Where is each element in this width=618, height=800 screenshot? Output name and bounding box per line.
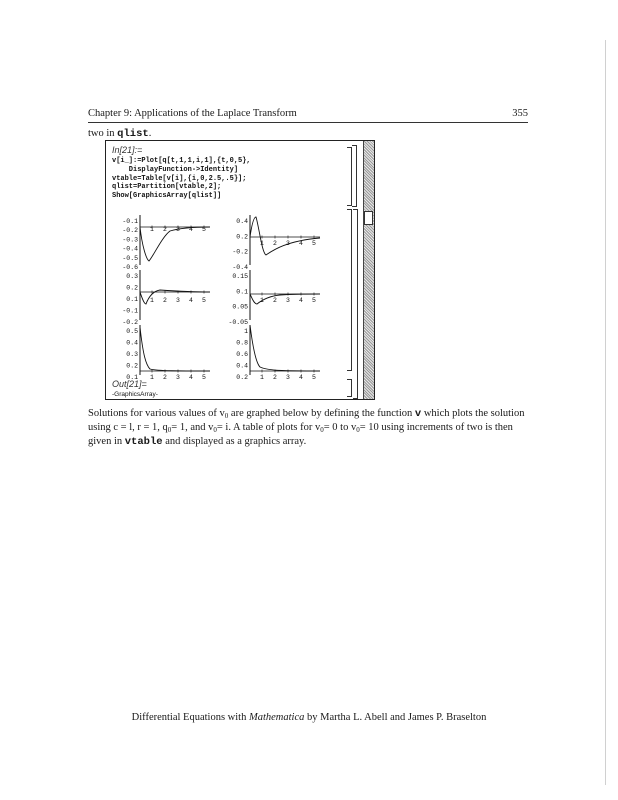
para-sub: 0 — [224, 412, 229, 420]
code-line: qlist=Partition[vtable,2]; — [112, 183, 222, 192]
code-line: vtable=Table[v[i],{i,0,2.5,.5}]; — [112, 174, 247, 183]
y-tick-label: 0.4 — [126, 339, 138, 347]
notebook-scrollbar[interactable] — [363, 141, 374, 399]
x-tick-label: 4 — [299, 374, 303, 381]
graphics-array-svg — [106, 211, 346, 381]
cell-bracket-group-output[interactable] — [353, 209, 358, 399]
y-tick-label: 0.1 — [126, 296, 138, 303]
para-text: = 10 using increments of two is then given in — [88, 422, 513, 447]
solution-curve — [250, 325, 320, 371]
output-label: Out[21]= — [112, 379, 147, 389]
code-line: DisplayFunction->Identity] — [112, 165, 239, 174]
y-tick-label: -0.6 — [122, 264, 138, 271]
cell-bracket-output[interactable] — [347, 379, 352, 397]
y-tick-label: 0.3 — [126, 273, 138, 280]
x-tick-label: 3 — [286, 240, 290, 247]
para-sub: 0 — [356, 426, 360, 434]
y-tick-label: 0.8 — [236, 339, 248, 347]
footer-italic: Mathematica — [248, 712, 305, 723]
y-tick-label: 0.4 — [236, 362, 248, 370]
x-tick-label: 1 — [260, 297, 264, 304]
para-text: which plots the solution using c = l, r = 1, q — [88, 408, 525, 433]
para-sub: 0 — [213, 426, 217, 434]
x-tick-label: 2 — [163, 297, 167, 304]
y-tick-label: -0.05 — [228, 319, 248, 326]
y-tick-label: 0.3 — [126, 351, 138, 358]
input-label: In[21]:= — [112, 145, 143, 155]
x-tick-label: 2 — [163, 226, 167, 233]
x-tick-label: 1 — [260, 240, 264, 247]
para-text: = 1, and v — [171, 422, 214, 433]
y-tick-label: -0.5 — [122, 254, 138, 262]
y-tick-label: 0.2 — [126, 362, 138, 370]
x-tick-label: 3 — [286, 374, 290, 381]
x-tick-label: 4 — [189, 374, 193, 381]
x-tick-label: 2 — [273, 374, 277, 381]
scrollbar-thumb[interactable] — [364, 211, 373, 225]
y-tick-label: 0.6 — [236, 351, 248, 358]
para-sub: 0 — [167, 426, 172, 434]
cell-bracket-group-input[interactable] — [352, 145, 357, 207]
para-code: v — [414, 408, 422, 420]
x-tick-label: 3 — [286, 297, 290, 304]
intro-line — [88, 128, 151, 140]
y-tick-label: 0.2 — [126, 284, 138, 292]
x-tick-label: 5 — [202, 226, 206, 233]
x-tick-label: 5 — [312, 240, 316, 247]
page-footer — [0, 712, 618, 723]
x-tick-label: 3 — [176, 297, 180, 304]
x-tick-label: 5 — [312, 374, 316, 381]
y-tick-label: 0.2 — [236, 233, 248, 241]
y-tick-label: -0.2 — [232, 248, 248, 256]
x-tick-label: 2 — [273, 240, 277, 247]
y-tick-label: 0.1 — [236, 288, 248, 296]
y-tick-label: -0.4 — [122, 245, 138, 253]
input-code[interactable] — [112, 157, 251, 201]
x-tick-label: 1 — [150, 297, 154, 304]
graphics-array — [106, 211, 346, 381]
y-tick-label: -0.2 — [122, 319, 138, 326]
code-line: v[i_]:=Plot[q[t,1,1,i,1],{t,0,5}, — [112, 157, 251, 165]
x-tick-label: 3 — [176, 226, 180, 233]
y-tick-label: 0.1 — [126, 374, 138, 381]
y-tick-label: -0.1 — [122, 218, 138, 225]
y-tick-label: -0.2 — [122, 227, 138, 235]
y-tick-label: 0.5 — [126, 328, 138, 335]
x-tick-label: 4 — [299, 240, 303, 247]
para-text: Solutions for various values of v — [88, 408, 225, 419]
x-tick-label: 2 — [163, 374, 167, 381]
para-text: = 0 to v — [323, 422, 357, 433]
output-text: -GraphicsArray- — [112, 391, 158, 398]
para-text: = i. A table of plots for v — [216, 422, 321, 433]
footer-text: by Martha L. Abell and James P. Braselton — [304, 712, 487, 723]
y-tick-label: -0.4 — [232, 264, 248, 271]
para-code: vtable — [124, 436, 163, 448]
intro-end: . — [148, 128, 152, 139]
intro-text: two in — [88, 128, 118, 139]
header-rule — [88, 122, 528, 123]
x-tick-label: 4 — [189, 297, 193, 304]
code-line: Show[GraphicsArray[qlist]] — [112, 192, 222, 201]
x-tick-label: 4 — [299, 297, 303, 304]
footer-text: Differential Equations with — [131, 712, 249, 723]
notebook-window — [105, 140, 375, 400]
x-tick-label: 5 — [202, 374, 206, 381]
para-text: are graphed below by defining the function — [228, 408, 415, 419]
y-tick-label: -0.3 — [122, 236, 138, 244]
x-tick-label: 1 — [150, 226, 154, 233]
y-tick-label: 1 — [244, 328, 248, 335]
para-text: and displayed as a graphics array. — [162, 436, 307, 447]
body-paragraph — [88, 408, 528, 448]
y-tick-label: 0.2 — [236, 374, 248, 381]
para-sub: 0 — [320, 426, 324, 434]
x-tick-label: 3 — [176, 374, 180, 381]
chapter-title: Chapter 9: Applications of the Laplace Transform — [88, 108, 297, 119]
y-tick-label: 0.15 — [232, 273, 248, 280]
intro-code: qlist — [117, 128, 149, 140]
solution-curve — [140, 327, 210, 371]
y-tick-label: -0.1 — [122, 307, 138, 315]
x-tick-label: 1 — [150, 374, 154, 381]
x-tick-label: 5 — [202, 297, 206, 304]
page-number: 355 — [512, 108, 528, 119]
cell-bracket-graphics[interactable] — [347, 209, 352, 371]
x-tick-label: 1 — [260, 374, 264, 381]
x-tick-label: 2 — [273, 297, 277, 304]
y-tick-label: 0.05 — [232, 303, 248, 311]
x-tick-label: 5 — [312, 297, 316, 304]
page-edge-line — [605, 40, 606, 785]
solution-curve — [250, 217, 320, 255]
y-tick-label: 0.4 — [236, 218, 248, 225]
x-tick-label: 4 — [189, 226, 193, 233]
